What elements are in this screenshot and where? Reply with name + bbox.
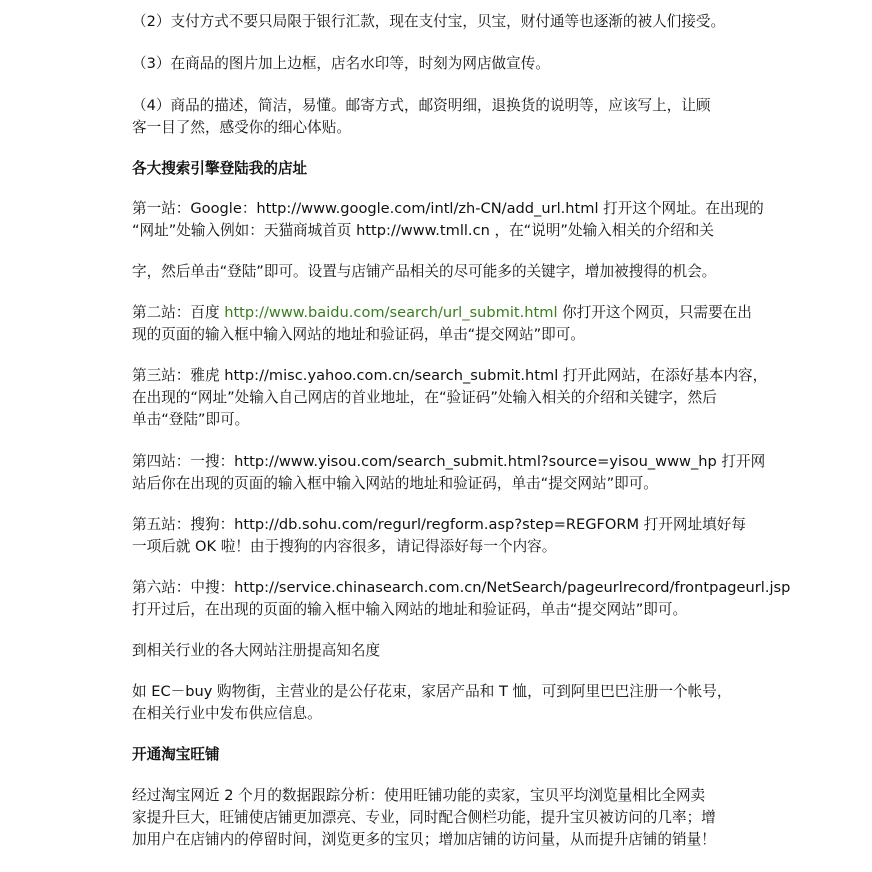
site6-line-2: 打开过后，在出现的页面的输入框中输入网站的地址和验证码，单击“提交网站”即可。: [132, 601, 688, 618]
example-line-2: 在相关行业中发布供应信息。: [132, 705, 322, 722]
baidu-submit-link[interactable]: http://www.baidu.com/search/url_submit.html: [224, 304, 558, 321]
paragraph-description-line-2: 客一目了然，感受你的细心体贴。: [132, 119, 351, 136]
site2-suffix: 你打开这个网页，只需要在出: [557, 304, 752, 321]
site2-prefix: 第二站：百度: [132, 304, 225, 321]
analysis-line-1: 经过淘宝网近 2 个月的数据跟踪分析：使用旺铺功能的卖家，宝贝平均浏览量相比全网卖: [132, 787, 706, 804]
site5-line-2: 一项后就 OK 啦！由于搜狗的内容很多，请记得添好每一个内容。: [132, 538, 557, 555]
example-line-1: 如 EC－buy 购物街，主营业的是公仔花束，家居产品和 T 恤，可到阿里巴巴注册一个帐号，: [132, 683, 732, 700]
paragraph-payment: （2）支付方式不要只局限于银行汇款，现在支付宝，贝宝，财付通等也逐渐的被人们接受。: [132, 13, 726, 30]
site4-line-1: 第四站：一搜：http://www.yisou.com/search_submit.html?source=yisou_www_hp 打开网: [132, 453, 766, 470]
analysis-line-3: 加用户在店铺内的停留时间，浏览更多的宝贝；增加店铺的访问量，从而提升店铺的销量！: [132, 831, 716, 848]
analysis-line-2: 家提升巨大，旺铺使店铺更加漂亮、专业，同时配合侧栏功能，提升宝贝被访问的几率；增: [132, 809, 716, 826]
site5-line-1: 第五站：搜狗：http://db.sohu.com/regurl/regform.asp?step=REGFORM 打开网址填好每: [132, 516, 746, 533]
site1-line-3: 字，然后单击“登陆”即可。设置与店铺产品相关的尽可能多的关键字，增加被搜得的机会。: [132, 263, 717, 280]
section-heading-taobao-store: 开通淘宝旺铺: [132, 746, 220, 763]
paragraph-description-line-1: （4）商品的描述，简洁，易懂。邮寄方式，邮资明细，退换货的说明等，应该写上，让顾: [132, 97, 711, 114]
section-heading-search-engines: 各大搜索引擎登陆我的店址: [132, 160, 308, 177]
paragraph-watermark: （3）在商品的图片加上边框，店名水印等，时刻为网店做宣传。: [132, 55, 550, 72]
site1-line-1: 第一站：Google：http://www.google.com/intl/zh-CN/add_url.html 打开这个网址。在出现的: [132, 200, 764, 217]
paragraph-industry-sites: 到相关行业的各大网站注册提高知名度: [132, 642, 381, 659]
site3-line-1: 第三站：雅虎 http://misc.yahoo.com.cn/search_submit.html 打开此网站，在添好基本内容，: [132, 367, 768, 384]
site2-line-2: 现的页面的输入框中输入网站的地址和验证码，单击“提交网站”即可。: [132, 326, 585, 343]
site1-line-2: “网址”处输入例如：天猫商城首页 http://www.tmll.cn ，在“说明”处输入相关的介绍和关: [132, 222, 714, 239]
site2-line-1: [132, 303, 757, 323]
site3-line-2: 在出现的“网址”处输入自己网店的首业地址，在“验证码”处输入相关的介绍和关键字，然后: [132, 389, 717, 406]
site6-line-1: 第六站：中搜：http://service.chinasearch.com.cn/NetSearch/pageurlrecord/frontpageurl.jsp: [132, 579, 791, 596]
site4-line-2: 站后你在出现的页面的输入框中输入网站的地址和验证码，单击“提交网站”即可。: [132, 475, 658, 492]
site3-line-3: 单击“登陆”即可。: [132, 411, 250, 428]
